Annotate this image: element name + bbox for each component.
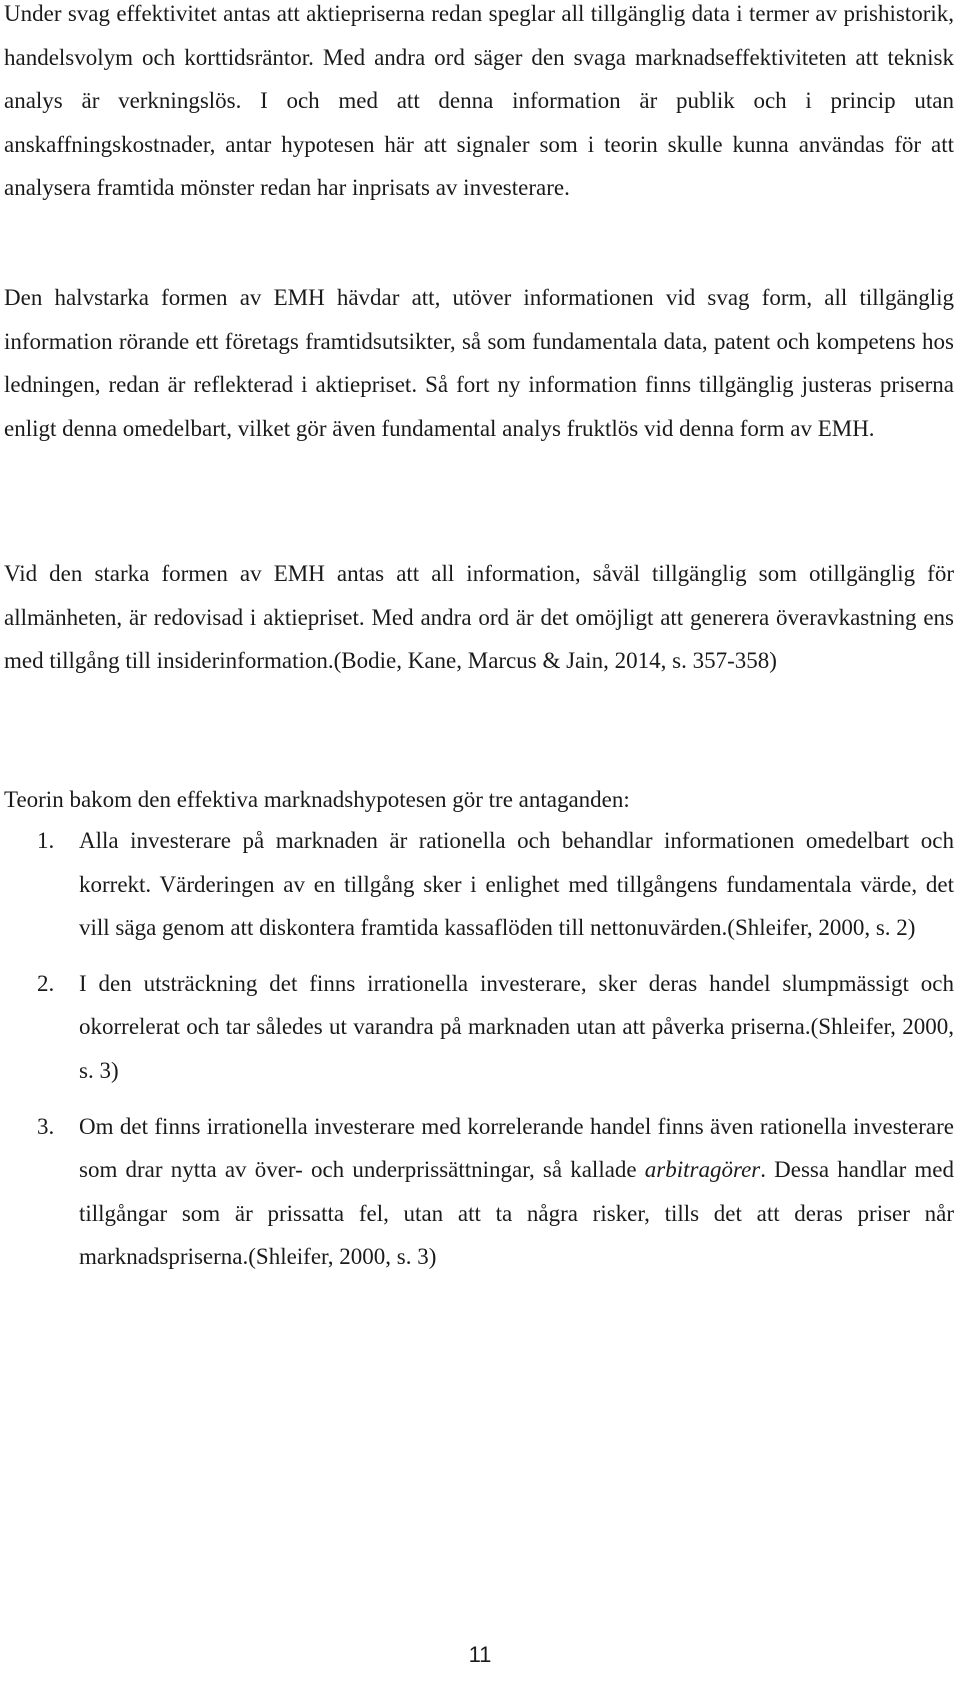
list-item-text-before: Om det finns irrationella investerare med korrelerande handel finns även rationella investerare som drar nytta av över- och underprissättningar, så kallade (79, 1113, 954, 1183)
assumptions-list (4, 819, 954, 1279)
list-item-text: I den utsträckning det finns irrationella investerare, sker deras handel slumpmässigt och okorrelerat och tar således ut varandra på marknaden utan att påverka priserna.(Shleifer, 2000, s. 3) (79, 970, 954, 1083)
list-item (4, 962, 954, 1093)
list-item-text-after: . Dessa handlar med tillgångar som är prissatta fel, utan att ta några risker, tills det att deras priser når marknadspriserna.(Shleifer, 2000, s. 3) (79, 1157, 954, 1270)
list-item (4, 1105, 954, 1279)
list-item-number: 3. (37, 1113, 55, 1139)
paragraph-weak-form: Under svag effektivitet antas att aktiepriserna redan speglar all tillgänglig data i termer av prishistorik, handelsvolym och korttidsräntor. Med andra ord säger den svaga marknadseffektiviteten att teknisk analys är verkningslös. I och med att denna information är publik och i princip utan anskaffningskostnader, antar hypotesen här att signaler som i teorin skulle kunna användas för att analysera framtida mönster redan har inprisats av investerare. (4, 1, 954, 201)
list-item-text: Alla investerare på marknaden är rationella och behandlar informationen omedelbart och korrekt. Värderingen av en tillgång sker i enlighet med tillgångens fundamentala värde, det vill säga genom att diskontera framtida kassaflöden till nettonuvärden.(Shleifer, 2000, s. 2) (79, 828, 954, 941)
list-item-emphasis: arbitragörer (644, 1157, 761, 1183)
list-item (4, 819, 954, 950)
paragraph-semi-strong-form: Den halvstarka formen av EMH hävdar att, utöver informationen vid svag form, all tillgänglig information rörande ett företags framtidsutsikter, så som fundamentala data, patent och kompetens hos ledningen, redan är reflekterad i aktiepriset. Så fort ny information finns tillgänglig justeras priserna enligt denna omedelbart, vilket gör även fundamental analys fruktlös vid denna form av EMH. (4, 285, 954, 441)
page-number: 11 (468, 1642, 492, 1667)
list-item-number: 2. (37, 970, 55, 996)
paragraph-strong-form: Vid den starka formen av EMH antas att all information, såväl tillgänglig som otillgänglig för allmänheten, är redovisad i aktiepriset. Med andra ord är det omöjligt att generera överavkastning ens med tillgång till insiderinformation.(Bodie, Kane, Marcus & Jain, 2014, s. 357-358) (4, 561, 954, 674)
assumptions-intro: Teorin bakom den effektiva marknadshypotesen gör tre antaganden: (4, 787, 630, 812)
list-item-number: 1. (37, 828, 55, 853)
